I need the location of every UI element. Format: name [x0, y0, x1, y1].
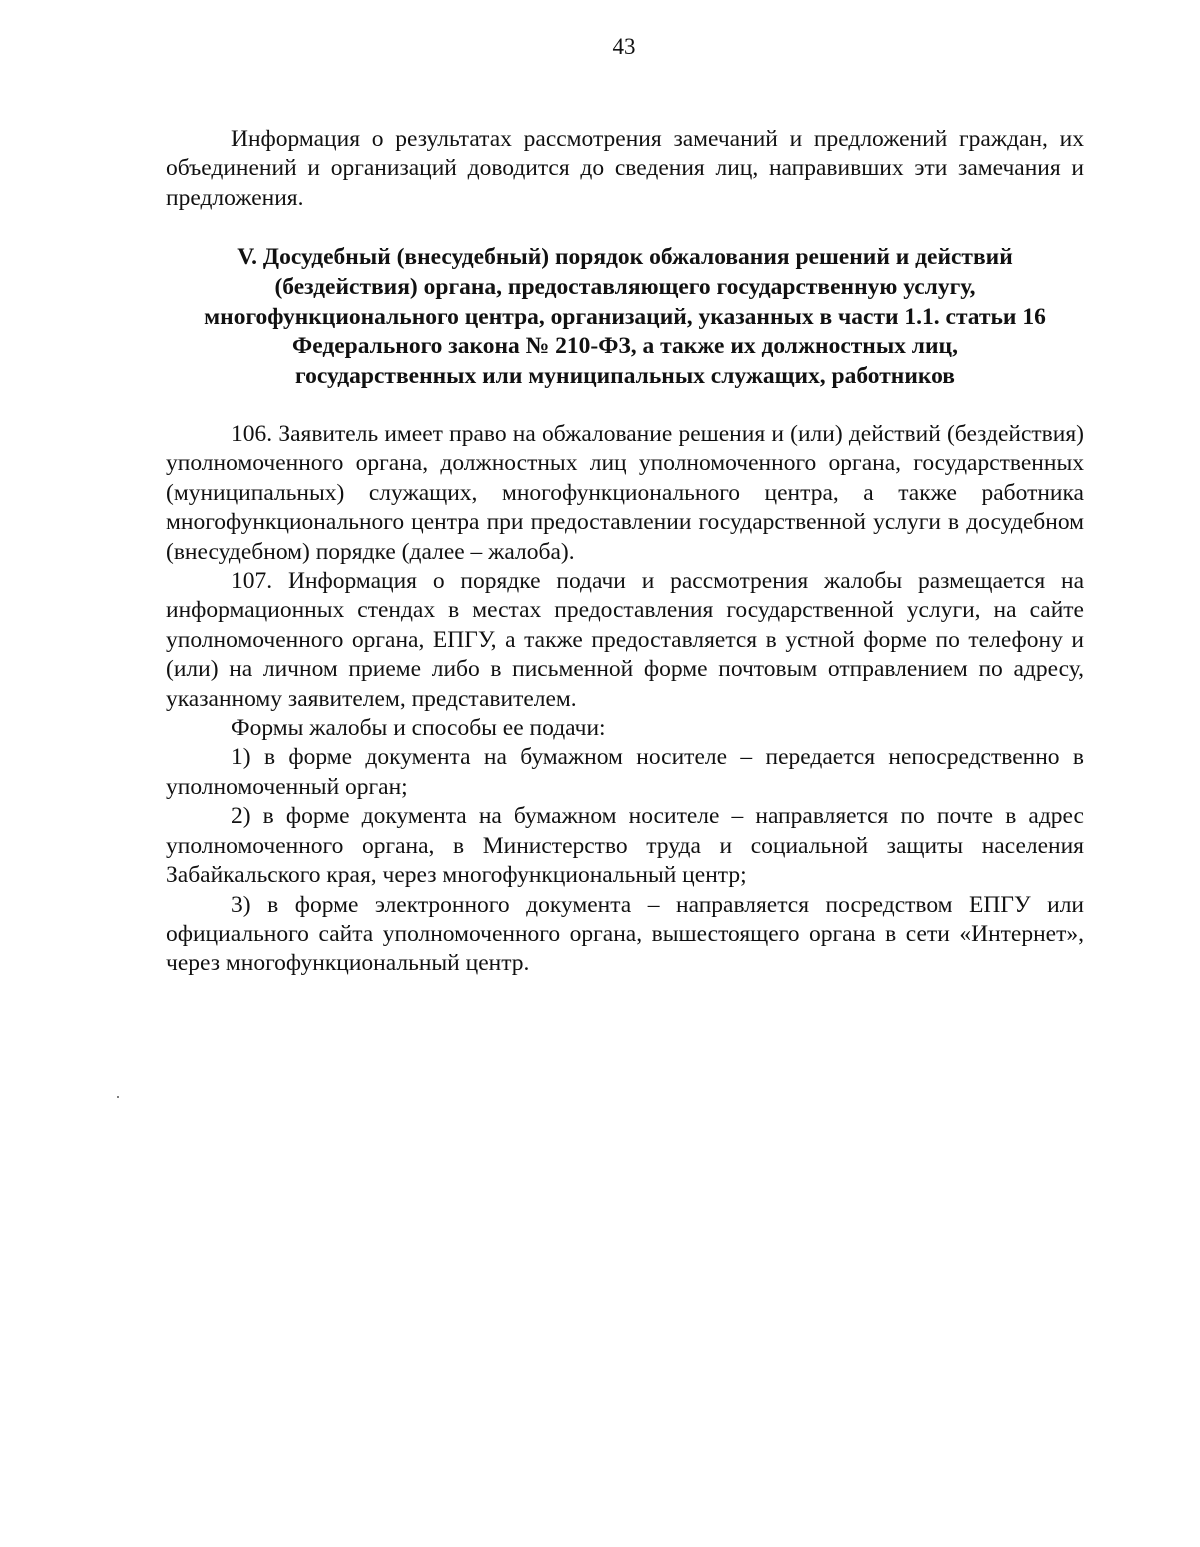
heading-line: государственных или муниципальных служащих, работников [295, 363, 955, 390]
section-heading [166, 243, 1084, 392]
page-number: 43 [612, 34, 636, 59]
paragraph-107: 107. Информация о порядке подачи и рассмотрения жалобы размещается на информационных стендах в местах предоставления государственной услуги, на сайте уполномоченного органа, ЕПГУ, а также предоставляется в устной форме по телефону и (или) на личном приеме либо в письменной форме почтовым отправлением по адресу, указанному заявителем, представителем. [166, 568, 1084, 712]
paragraph-form-2: 2) в форме документа на бумажном носителе – направляется по почте в адрес уполномоченного органа, в Министерство труда и социальной защиты населения Забайкальского края, через многофункциональный центр; [166, 803, 1084, 889]
scan-speck [117, 1096, 119, 1098]
paragraph-form-3: 3) в форме электронного документа – направляется посредством ЕПГУ или официального сайта уполномоченного органа, вышестоящего органа в сети «Интернет», через многофункциональный центр. [166, 891, 1084, 977]
heading-line: многофункционального центра, организаций, указанных в части 1.1. статьи 16 [204, 303, 1046, 330]
paragraph-106: 106. Заявитель имеет право на обжалование решения и (или) действий (бездействия) уполномоченного органа, должностных лиц уполномоченного органа, государственных (муниципальных) служащих, многофункционального центра, а также работника многофункционального центра при предоставлении государственной услуги в досудебном (внесудебном) порядке (далее – жалоба). [166, 421, 1084, 565]
paragraph-form-1: 1) в форме документа на бумажном носителе – передается непосредственно в уполномоченный орган; [166, 744, 1084, 800]
intro-paragraph: Информация о результатах рассмотрения замечаний и предложений граждан, их объединений и организаций доводится до сведения лиц, направивших эти замечания и предложения. [166, 126, 1084, 211]
heading-line: Федерального закона № 210-ФЗ, а также их должностных лиц, [292, 333, 958, 360]
intro-section [166, 125, 1084, 213]
heading-line: (бездействия) органа, предоставляющего государственную услугу, [274, 273, 976, 300]
body-section [166, 420, 1084, 979]
paragraph-forms-intro: Формы жалобы и способы ее подачи: [231, 715, 606, 742]
heading-line: V. Досудебный (внесудебный) порядок обжалования решений и действий [237, 244, 1013, 270]
